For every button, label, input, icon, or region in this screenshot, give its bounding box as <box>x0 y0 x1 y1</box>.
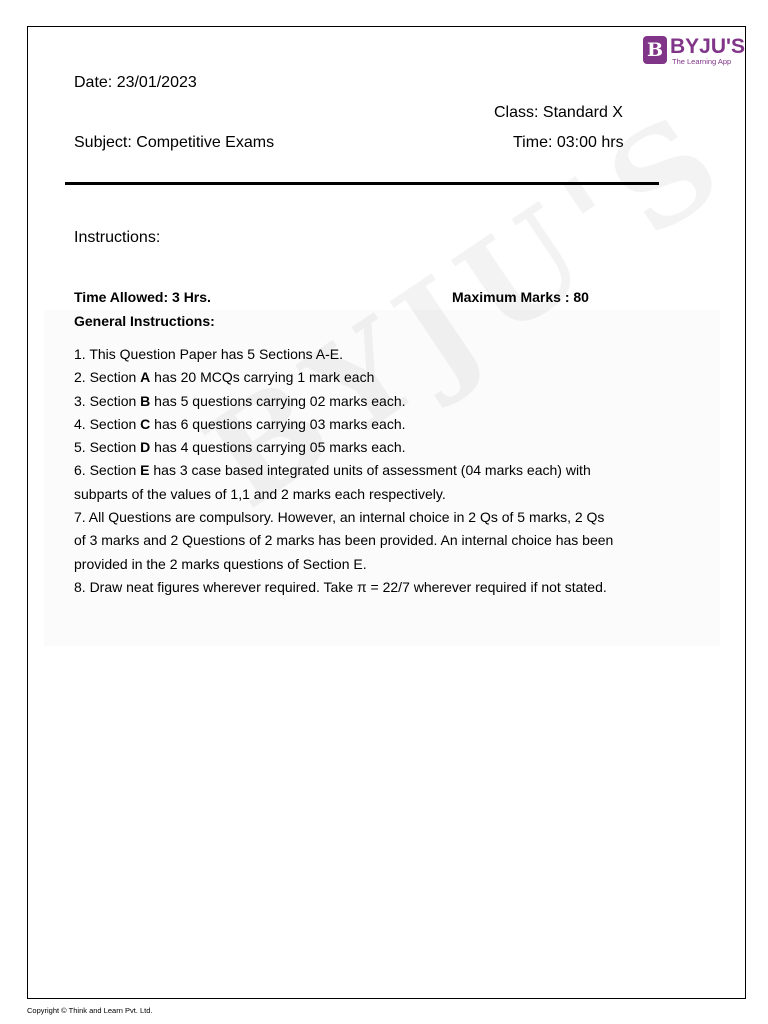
instruction-line: 2. Section A has 20 MCQs carrying 1 mark each <box>74 369 375 386</box>
maximum-marks: Maximum Marks : 80 <box>452 289 589 305</box>
instruction-line: subparts of the values of 1,1 and 2 marks each respectively. <box>74 485 446 502</box>
class-label: Class: Standard X <box>494 104 623 121</box>
instructions-heading: Instructions: <box>74 229 161 246</box>
instruction-line: 7. All Questions are compulsory. However, an internal choice in 2 Qs of 5 marks, 2 Qs <box>74 509 605 526</box>
instruction-line: of 3 marks and 2 Questions of 2 marks has been provided. An internal choice has been <box>74 532 614 549</box>
date-label: Date: 23/01/2023 <box>74 74 197 91</box>
logo-tagline: The Learning App <box>672 57 732 66</box>
subject-label: Subject: Competitive Exams <box>74 134 275 151</box>
general-instructions-heading: General Instructions: <box>74 313 215 329</box>
copyright-footer: Copyright © Think and Learn Pvt. Ltd. <box>27 1006 153 1015</box>
logo-badge-icon: B <box>643 36 667 64</box>
instruction-line: 8. Draw neat figures wherever required. Take π = 22/7 wherever required if not stated. <box>74 578 607 595</box>
instruction-line: 5. Section D has 4 questions carrying 05 marks each. <box>74 439 406 456</box>
instructions-list <box>74 343 674 599</box>
instruction-line: 1. This Question Paper has 5 Sections A-E. <box>74 346 344 362</box>
time-allowed: Time Allowed: 3 Hrs. <box>74 289 211 305</box>
time-label: Time: 03:00 hrs <box>513 134 624 151</box>
logo-name: BYJU'S <box>670 35 746 58</box>
instruction-line: 3. Section B has 5 questions carrying 02 marks each. <box>74 392 406 409</box>
instruction-line: 6. Section E has 3 case based integrated units of assessment (04 marks each) with <box>74 462 591 479</box>
instruction-line: 4. Section C has 6 questions carrying 03 marks each. <box>74 415 406 432</box>
instruction-line: provided in the 2 marks questions of Section E. <box>74 555 367 572</box>
byjus-logo <box>643 35 746 68</box>
